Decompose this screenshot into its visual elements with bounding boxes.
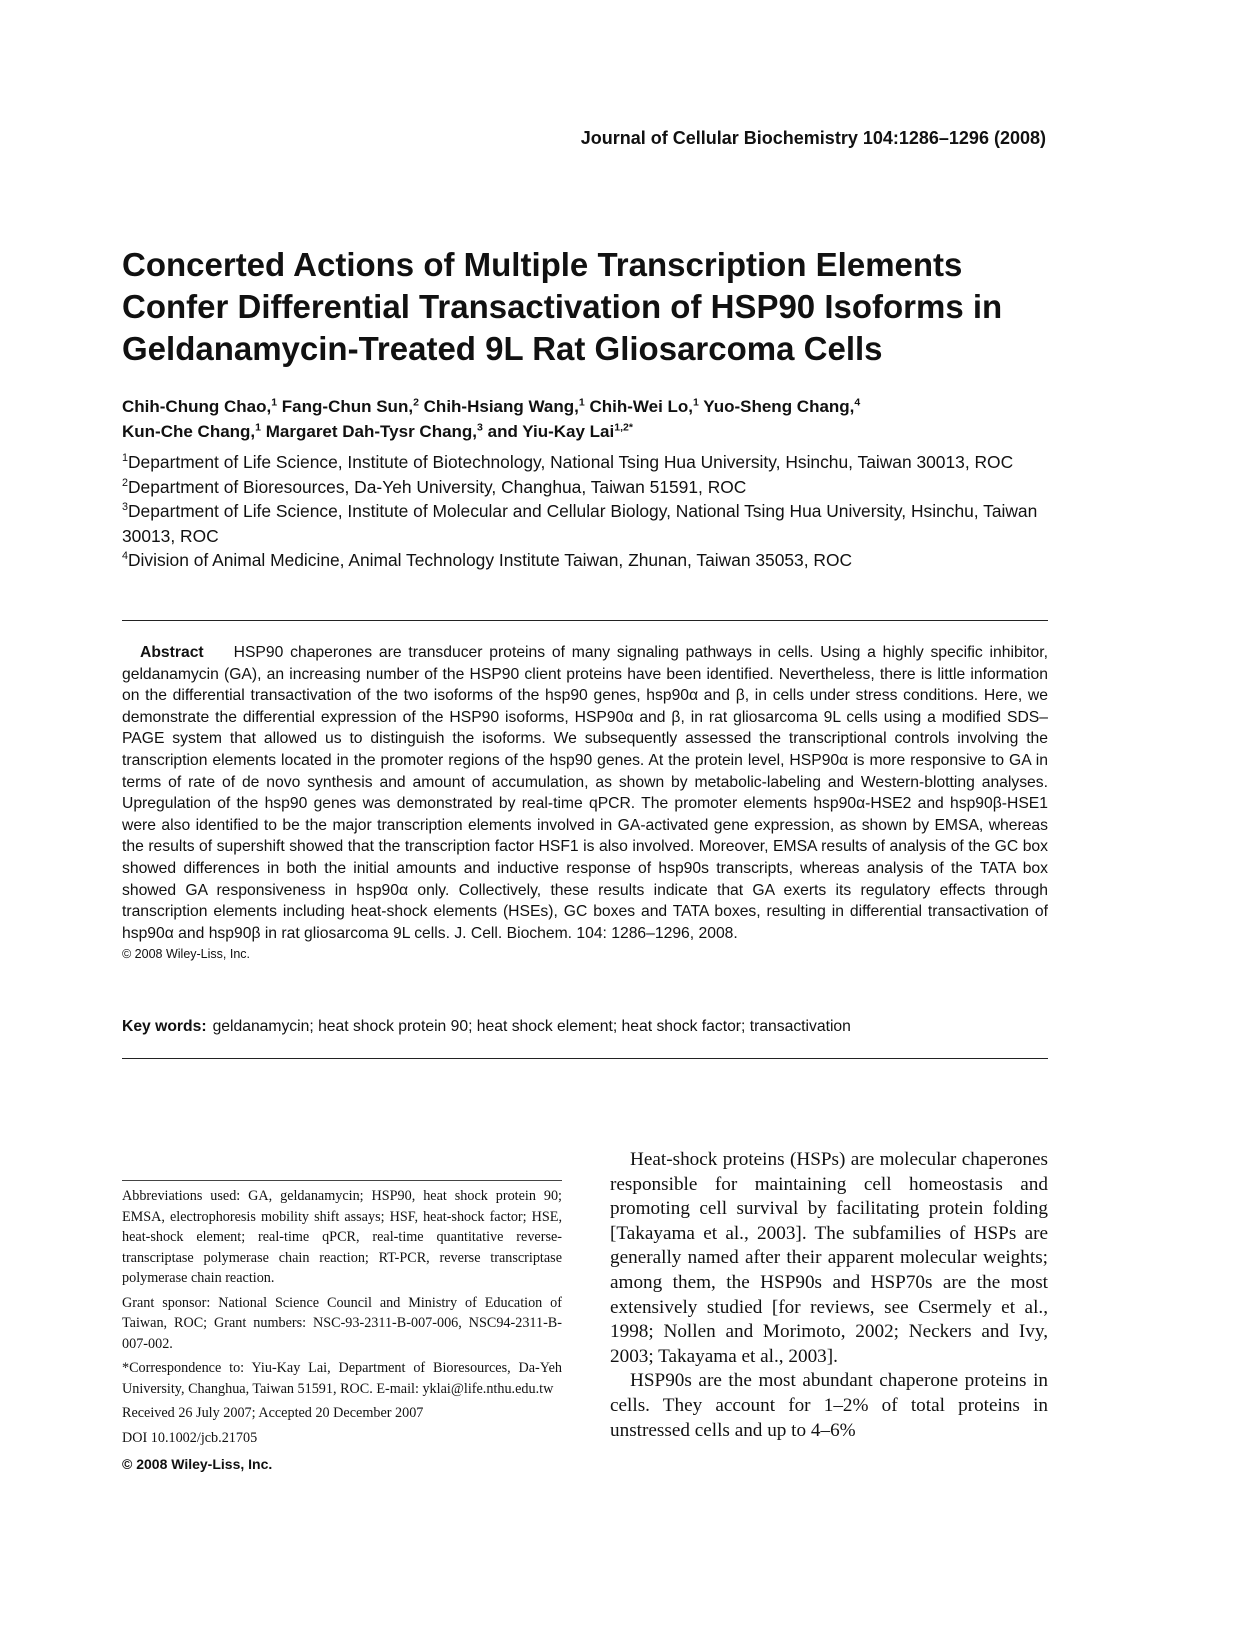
author-affil-sup: 3 bbox=[477, 421, 483, 434]
author-name: Margaret Dah-Tysr Chang, bbox=[265, 422, 478, 441]
received-note: Received 26 July 2007; Accepted 20 December 2007 bbox=[122, 1405, 424, 1421]
title-line: Confer Differential Transactivation of HSP90 Isoforms in bbox=[122, 288, 1003, 325]
affiliation: $^1$Department of Life Science, Institute of Biotechnology, National Tsing Hua University, Hsinchu, Taiwan 30013, ROC bbox=[122, 452, 1014, 472]
author-affil-sup: 1 bbox=[578, 396, 585, 409]
doi-note: DOI 10.1002/jcb.21705 bbox=[122, 1429, 258, 1446]
keywords-text: geldanamycin; heat shock protein 90; heat shock element; heat shock factor; transactivation bbox=[212, 1018, 851, 1035]
author-name: and Yiu-Kay Lai bbox=[487, 422, 615, 441]
author-affil-sup: 4 bbox=[854, 396, 861, 409]
abstract-body bbox=[122, 642, 1048, 944]
author-name: Chih-Wei Lo, bbox=[589, 397, 694, 416]
divider-bottom bbox=[122, 1058, 1048, 1059]
journal-header: Journal of Cellular Biochemistry 104:1286–1296 (2008) bbox=[580, 128, 1046, 148]
author-affil-sup: 1 bbox=[255, 421, 262, 434]
abbreviations-note: Abbreviations used: GA, geldanamycin; HSP90, heat shock protein 90; EMSA, electrophoresis mobility shift assays; HSF, heat-shock factor; HSE, heat-shock element; real-time qPCR, real-time quantitative reverse-transcriptase polymerase chain reaction; RT-PCR, reverse transcriptase polymerase chain reaction. bbox=[122, 1188, 562, 1286]
keywords bbox=[122, 1018, 1048, 1036]
grant-note: Grant sponsor: National Science Council and Ministry of Education of Taiwan, ROC; Grant numbers: NSC-93-2311-B-007-006, NSC94-2311-B-007-002. bbox=[122, 1294, 562, 1352]
abstract-copyright: © 2008 Wiley-Liss, Inc. bbox=[122, 947, 251, 962]
author-affil-sup: 2 bbox=[413, 396, 419, 409]
footnote-rule bbox=[122, 1180, 562, 1181]
author-name: Chih-Hsiang Wang, bbox=[423, 397, 579, 416]
body-paragraph: Heat-shock proteins (HSPs) are molecular chaperones responsible for maintaining cell homeostasis and promoting cell survival by facilitating protein folding [Takayama et al., 2003]. The subfamilies of HSPs are generally named after their apparent molecular weights; among them, the HSP90s and HSP70s are the most extensively studied [for reviews, see Csermely et al., 1998; Nollen and Morimoto, 2002; Neckers and Ivy, 2003; Takayama et al., 2003]. bbox=[610, 1149, 1048, 1367]
body-paragraph: HSP90s are the most abundant chaperone proteins in cells. They account for 1–2% of total proteins in unstressed cells and up to 4–6% bbox=[610, 1370, 1048, 1441]
footnote-copyright: © 2008 Wiley-Liss, Inc. bbox=[122, 1456, 273, 1472]
author-name: Fang-Chun Sun, bbox=[281, 397, 414, 416]
title-line: Geldanamycin-Treated 9L Rat Gliosarcoma Cells bbox=[122, 330, 883, 367]
affiliation: $^4$Division of Animal Medicine, Animal Technology Institute Taiwan, Zhunan, Taiwan 35053, ROC bbox=[122, 550, 853, 570]
abstract bbox=[122, 642, 1048, 966]
affiliation: $^2$Department of Bioresources, Da-Yeh University, Changhua, Taiwan 51591, ROC bbox=[122, 476, 747, 497]
author-affil-sup: 1 bbox=[693, 396, 699, 409]
author-affil-sup: 1,2* bbox=[614, 421, 633, 434]
author-affil-sup: 1 bbox=[271, 396, 278, 409]
author-list bbox=[122, 394, 1082, 444]
body-text bbox=[610, 1148, 1048, 1443]
correspondence-note: *Correspondence to: Yiu-Kay Lai, Department of Bioresources, Da-Yeh University, Changhua, Taiwan 51591, ROC. E-mail: yklai@life.nthu.edu.tw bbox=[122, 1360, 562, 1397]
author-line-1 bbox=[122, 394, 1082, 419]
footnotes bbox=[122, 1186, 562, 1479]
abstract-text: HSP90 chaperones are transducer proteins of many signaling pathways in cells. Using a highly specific inhibitor, geldanamycin (GA), an increasing number of the HSP90 client proteins have been identified. Nevertheless, there is little information on the differential transactivation of the two isoforms of the hsp90 genes, hsp90α and β, in cells under stress conditions. Here, we demonstrate the differential expression of the HSP90 isoforms, HSP90α and β, in rat gliosarcoma 9L cells using a modified SDS–PAGE system that allowed us to distinguish the isoforms. We subsequently assessed the transcriptional controls involving the transcription elements located in the promoter regions of the hsp90 genes. At the protein level, HSP90α is more responsive to GA in terms of rate of de novo synthesis and amount of accumulation, as shown by metabolic-labeling and Western-blotting analyses. Upregulation of the hsp90 genes was demonstrated by real-time qPCR. The promoter elements hsp90α-HSE2 and hsp90β-HSE1 were also identified to be the major transcription elements involved in GA-activated gene expression, as shown by EMSA, whereas the results of supershift showed that the transcription factor HSF1 is also involved. Moreover, EMSA results of analysis of the GC box showed differences in both the initial amounts and inductive response of hsp90s transcripts, whereas analysis of the TATA box showed GA responsiveness in hsp90α only. Collectively, these results indicate that GA exerts its regulatory effects through transcription elements including heat-shock elements (HSEs), GC boxes and TATA boxes, resulting in differential transactivation of hsp90α and hsp90β in rat gliosarcoma 9L cells. J. Cell. Biochem. 104: 1286–1296, 2008. bbox=[122, 644, 1048, 942]
author-line-2 bbox=[122, 419, 1082, 444]
author-name: Kun-Che Chang, bbox=[122, 422, 256, 441]
author-name: Chih-Chung Chao, bbox=[122, 397, 272, 416]
abstract-label: Abstract bbox=[140, 644, 204, 661]
affiliations bbox=[122, 450, 1082, 573]
divider-top bbox=[122, 620, 1048, 621]
affiliation: $^3$Department of Life Science, Institute of Molecular and Cellular Biology, National Tsing Hua University, Hsinchu, Taiwan 30013, ROC bbox=[122, 501, 1038, 546]
author-name: Yuo-Sheng Chang, bbox=[703, 397, 855, 416]
keywords-label: Key words: bbox=[122, 1018, 207, 1035]
article-title bbox=[122, 244, 1082, 370]
title-line: Concerted Actions of Multiple Transcription Elements bbox=[122, 246, 963, 283]
